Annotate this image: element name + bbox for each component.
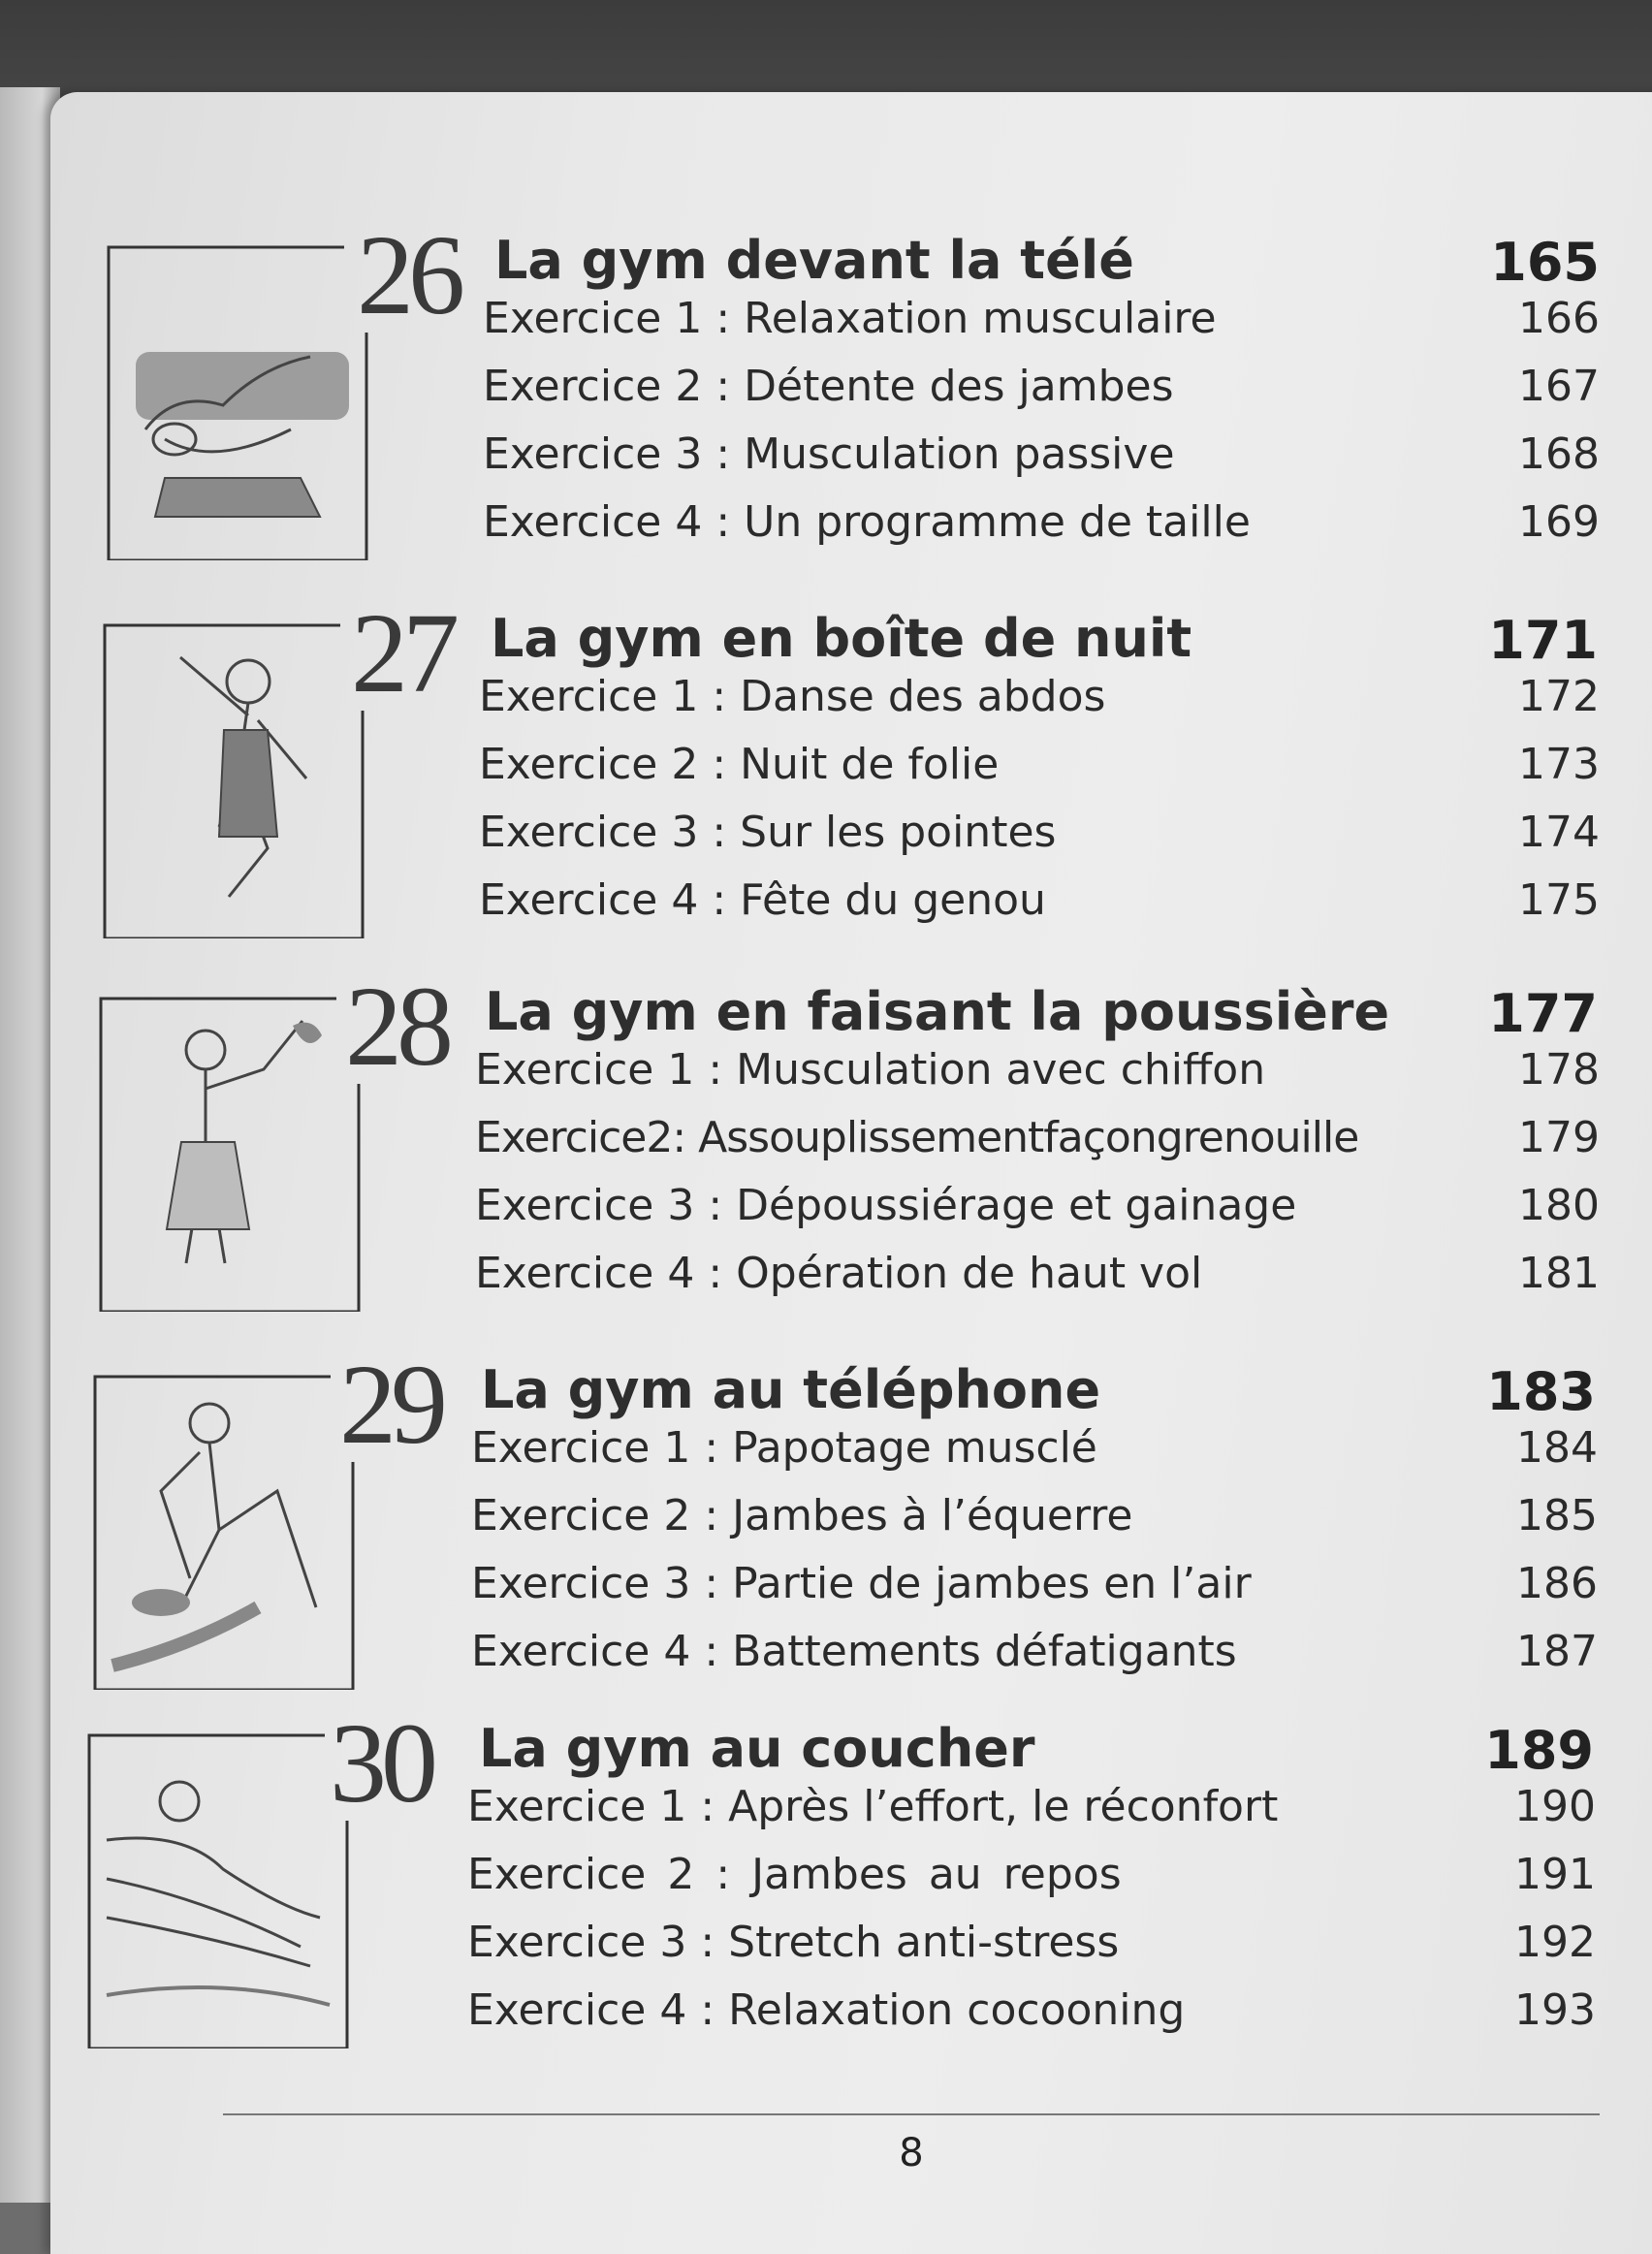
chapter-28 (0, 963, 1652, 1338)
exercise-page-number: 172 (1518, 672, 1600, 721)
exercise-page-number: 178 (1518, 1045, 1600, 1095)
exercise-page-number: 173 (1518, 740, 1600, 789)
chapter-title: La gym devant la télé (494, 230, 1134, 291)
chapter-title: La gym au coucher (479, 1718, 1035, 1779)
exercise-label: Exercice 3 : Dépoussiérage et gainage (475, 1181, 1297, 1230)
chapter-illustration (99, 997, 361, 1312)
chapter-29 (0, 1341, 1652, 1716)
exercise-label: Exercice2: Assouplissementfaçongrenouille (475, 1113, 1359, 1162)
exercise-label: Exercice 1 : Musculation avec chiffon (475, 1045, 1266, 1095)
exercise-page-number: 193 (1514, 1985, 1596, 2035)
chapter-title: La gym au téléphone (481, 1359, 1101, 1420)
chapter-page-number: 189 (1484, 1720, 1594, 1781)
exercise-page-number: 191 (1514, 1850, 1596, 1899)
exercise-label: Exercice 3 : Musculation passive (483, 429, 1175, 479)
exercise-page-number: 180 (1518, 1181, 1600, 1230)
chapter-27 (0, 589, 1652, 965)
exercise-page-number: 175 (1518, 875, 1600, 925)
exercise-label: Exercice 4 : Un programme de taille (483, 497, 1251, 547)
exercise-label: Exercice 3 : Sur les pointes (479, 808, 1057, 857)
exercise-label: Exercice 1 : Papotage musclé (471, 1423, 1097, 1473)
chapter-26 (0, 211, 1652, 587)
exercise-label: Exercice 2 : Jambes au repos (467, 1850, 1122, 1899)
exercise-page-number: 181 (1518, 1249, 1600, 1298)
exercise-label: Exercice 4 : Relaxation cocooning (467, 1985, 1186, 2035)
chapter-number: 28 (345, 963, 448, 1090)
exercise-label: Exercice 2 : Détente des jambes (483, 362, 1174, 411)
exercise-label: Exercice 3 : Partie de jambes en l’air (471, 1559, 1252, 1608)
footer-divider (223, 2113, 1600, 2115)
chapter-title: La gym en boîte de nuit (491, 608, 1192, 669)
chapter-page-number: 183 (1486, 1361, 1596, 1422)
chapter-page-number: 177 (1488, 983, 1598, 1044)
exercise-page-number: 187 (1516, 1627, 1598, 1676)
exercise-label: Exercice 1 : Relaxation musculaire (483, 294, 1217, 343)
exercise-label: Exercice 4 : Fête du genou (479, 875, 1046, 925)
exercise-label: Exercice 3 : Stretch anti-stress (467, 1918, 1120, 1967)
exercise-page-number: 192 (1514, 1918, 1596, 1967)
chapter-illustration (103, 623, 365, 938)
chapter-number: 29 (339, 1341, 442, 1468)
chapter-illustration (107, 245, 368, 560)
chapter-30 (0, 1699, 1652, 2075)
exercise-page-number: 174 (1518, 808, 1600, 857)
exercise-label: Exercice 2 : Jambes à l’équerre (471, 1491, 1133, 1540)
exercise-label: Exercice 1 : Après l’effort, le réconfort (467, 1782, 1279, 1831)
chapter-illustration (87, 1733, 349, 2048)
exercise-page-number: 184 (1516, 1423, 1598, 1473)
exercise-page-number: 166 (1518, 294, 1600, 343)
exercise-page-number: 167 (1518, 362, 1600, 411)
exercise-page-number: 186 (1516, 1559, 1598, 1608)
chapter-number: 26 (357, 211, 460, 338)
exercise-label: Exercice 4 : Battements défatigants (471, 1627, 1237, 1676)
chapter-title: La gym en faisant la poussière (485, 981, 1390, 1042)
exercise-page-number: 168 (1518, 429, 1600, 479)
exercise-page-number: 185 (1516, 1491, 1598, 1540)
chapter-page-number: 171 (1488, 610, 1598, 671)
exercise-label: Exercice 4 : Opération de haut vol (475, 1249, 1203, 1298)
exercise-label: Exercice 2 : Nuit de folie (479, 740, 1000, 789)
chapter-number: 27 (351, 589, 454, 716)
chapter-page-number: 165 (1490, 232, 1600, 293)
exercise-label: Exercice 1 : Danse des abdos (479, 672, 1106, 721)
chapter-number: 30 (330, 1699, 432, 1826)
exercise-page-number: 179 (1518, 1113, 1600, 1162)
exercise-page-number: 190 (1514, 1782, 1596, 1831)
exercise-page-number: 169 (1518, 497, 1600, 547)
page-number: 8 (899, 2131, 924, 2175)
chapter-illustration (93, 1375, 355, 1690)
